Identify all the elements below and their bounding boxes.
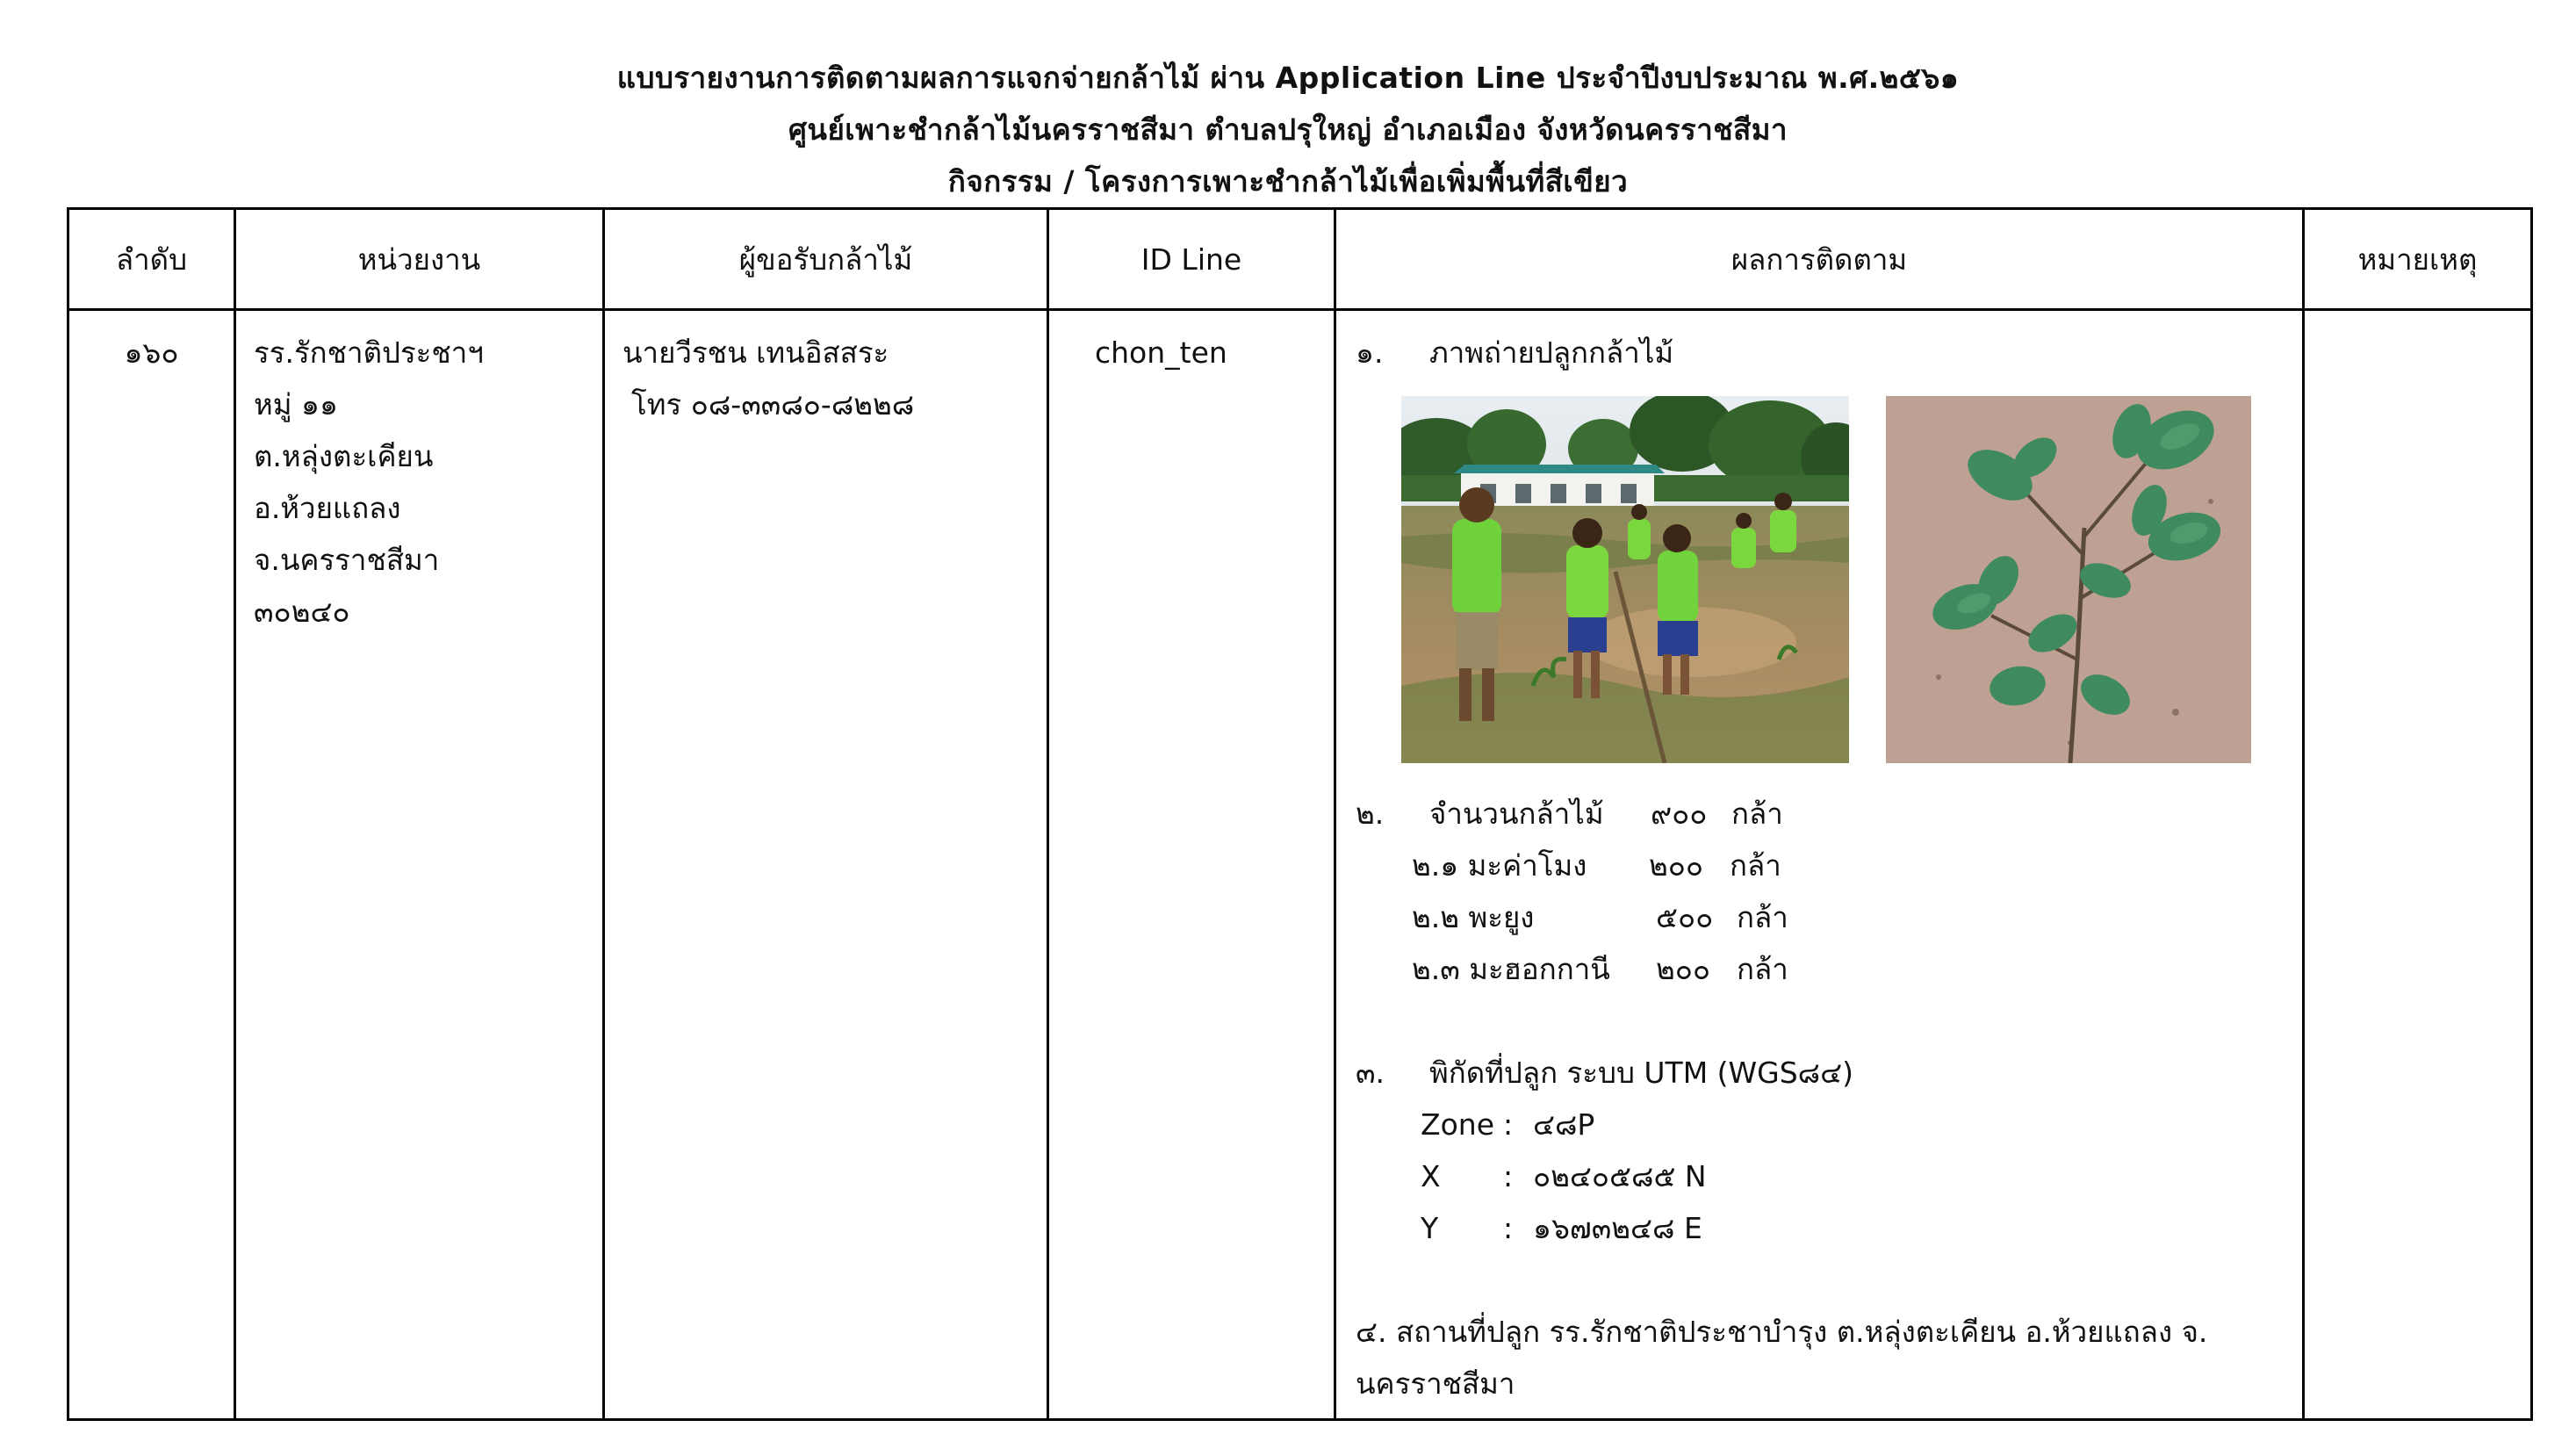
cell-agency [235, 310, 604, 1420]
report-subtitle-center: ศูนย์เพาะชำกล้าไม้นครราชสีมา ตำบลปรุใหญ่ อำเภอเมือง จังหวัดนครราชสีมา [788, 112, 1788, 147]
quantity-unit: กล้า [1737, 900, 1788, 934]
cell-remark [2304, 310, 2532, 1420]
quantity-unit: กล้า [1737, 952, 1788, 986]
species-quantity: ๕๐๐ [1656, 900, 1714, 934]
cell-id-line [1048, 310, 1335, 1420]
quantity-unit: กล้า [1731, 797, 1783, 831]
species-quantity: ๒๐๐ [1649, 848, 1704, 883]
photo-gallery [1401, 396, 2285, 763]
species-row [1356, 943, 2285, 995]
species-row [1356, 891, 2285, 943]
planting-location-cont: นครราชสีมา [1356, 1366, 1515, 1401]
coordinate-key: Zone [1421, 1107, 1495, 1142]
total-quantity: ๙๐๐ [1651, 797, 1708, 831]
result-item-1 [1356, 327, 2285, 378]
id-line-value: chon_ten [1095, 335, 1227, 370]
recipient-phone: โทร ๐๘-๓๓๘๐-๘๒๒๘ [631, 387, 915, 422]
planting-location: ๔. สถานที่ปลูก รร.รักชาติประชาบำรุง ต.หลุ่งตะเคียน อ.ห้วยแถลง จ. [1356, 1315, 2208, 1349]
species-label: ๒.๒ พะยูง [1412, 900, 1535, 934]
table-row [68, 310, 2532, 1420]
coordinate-row [1356, 1202, 2285, 1254]
item-number: ๓. [1356, 1056, 1385, 1090]
species-label: ๒.๓ มะฮอกกานี [1412, 952, 1610, 986]
cell-recipient [604, 310, 1048, 1420]
species-label: ๒.๑ มะค่าโมง [1412, 848, 1587, 883]
coordinate-separator: : [1503, 1211, 1514, 1245]
result-item-3 [1356, 1047, 2285, 1099]
coordinate-value: ๑๖๗๓๒๔๘ E [1533, 1211, 1702, 1245]
coordinate-separator: : [1503, 1107, 1514, 1142]
species-quantity: ๒๐๐ [1656, 952, 1711, 986]
item-number: ๒. [1356, 797, 1385, 831]
agency-line: หมู่ ๑๑ [254, 387, 338, 422]
recipient-name: นายวีรชน เทนอิสสระ [622, 335, 889, 370]
cell-order [68, 310, 235, 1420]
species-row [1356, 840, 2285, 891]
report-title: แบบรายงานการติดตามผลการแจกจ่ายกล้าไม้ ผ่าน Application Line ประจำปีงบประมาณ พ.ศ.๒๕๖๑ [616, 61, 1960, 95]
item-label: ภาพถ่ายปลูกกล้าไม้ [1429, 335, 1674, 370]
agency-line: อ.ห้วยแถลง [254, 491, 401, 525]
agency-line: ๓๐๒๔๐ [254, 595, 350, 629]
header-remark: หมายเหตุ [2304, 209, 2532, 310]
item-label: จำนวนกล้าไม้ [1429, 797, 1604, 831]
cell-result [1335, 310, 2304, 1420]
coordinate-key: X [1421, 1159, 1441, 1193]
report-table [67, 207, 2533, 1421]
item-label: พิกัดที่ปลูก ระบบ UTM (WGS๘๔) [1429, 1056, 1853, 1090]
report-subtitle-activity: กิจกรรม / โครงการเพาะชำกล้าไม้เพื่อเพิ่มพื้นที่สีเขียว [947, 164, 1629, 198]
quantity-unit: กล้า [1730, 848, 1781, 883]
header-id-line: ID Line [1048, 209, 1335, 310]
header-agency: หน่วยงาน [235, 209, 604, 310]
table-header-row [68, 209, 2532, 310]
item-number: ๑. [1356, 335, 1384, 370]
header-result: ผลการติดตาม [1335, 209, 2304, 310]
header-order: ลำดับ [68, 209, 235, 310]
agency-line: รร.รักชาติประชาฯ [254, 335, 484, 370]
students-planting-photo [1401, 396, 1849, 763]
coordinate-key: Y [1421, 1211, 1439, 1245]
coordinate-row [1356, 1150, 2285, 1202]
agency-line: จ.นครราชสีมา [254, 543, 440, 577]
seedling-photo [1886, 396, 2251, 763]
coordinate-value: ๔๘P [1533, 1107, 1595, 1142]
result-item-2 [1356, 788, 2285, 840]
coordinate-separator: : [1503, 1159, 1514, 1193]
order-number: ๑๖๐ [124, 335, 179, 370]
agency-line: ต.หลุ่งตะเคียน [254, 439, 434, 473]
coordinate-value: ๐๒๔๐๕๘๕ N [1533, 1159, 1707, 1193]
coordinate-row [1356, 1099, 2285, 1150]
header-recipient: ผู้ขอรับกล้าไม้ [604, 209, 1048, 310]
